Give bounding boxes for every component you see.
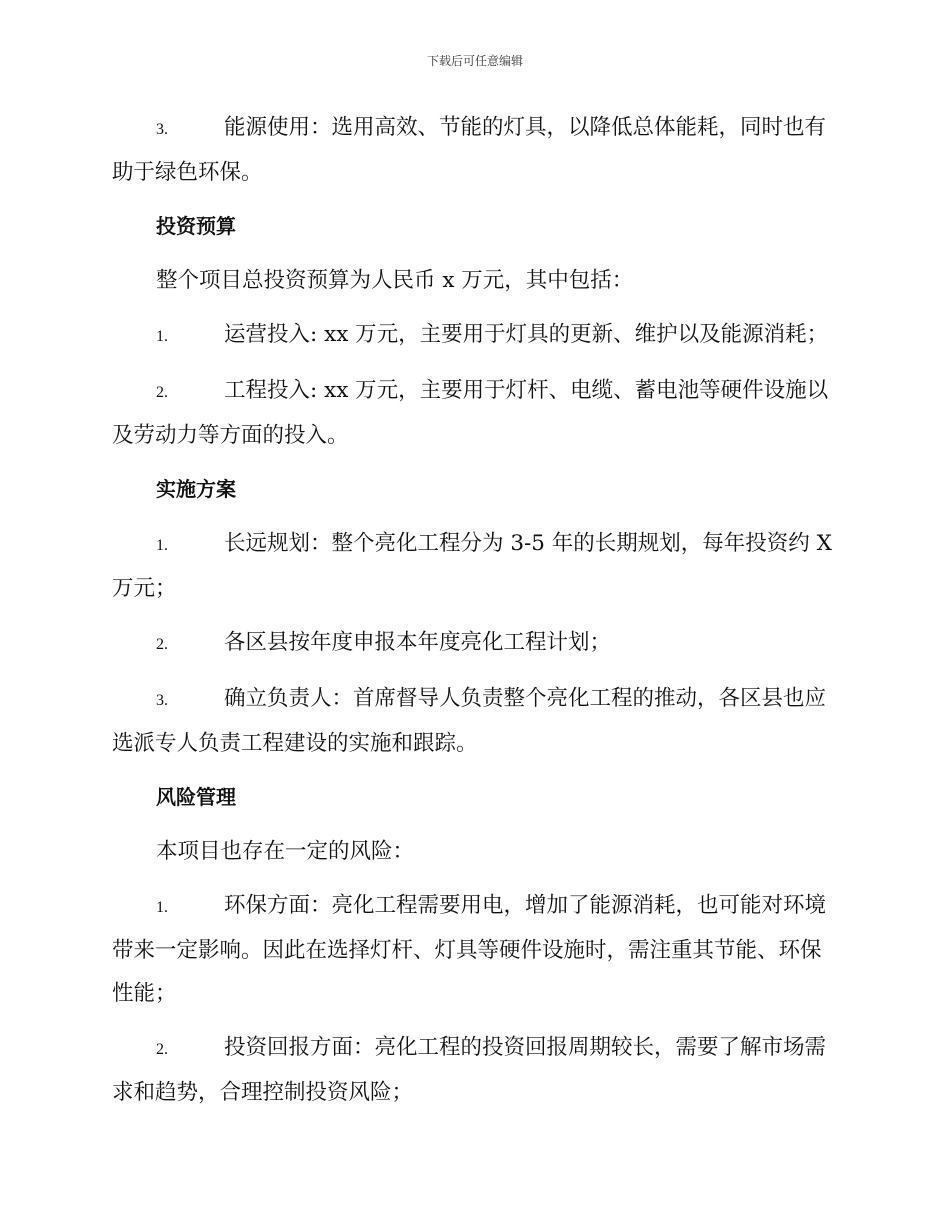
list-text: 工程投入: xx 万元，主要用于灯杆、电缆、蓄电池等硬件设施以及劳动力等方面的投入。 — [112, 378, 829, 448]
list-item — [112, 522, 834, 610]
list-text: 能源使用：选用高效、节能的灯具，以降低总体能耗，同时也有助于绿色环保。 — [112, 115, 827, 185]
list-number: 3. — [156, 121, 168, 138]
section-heading: 实施方案 — [156, 477, 236, 501]
list-number: 1. — [156, 899, 168, 916]
list-text: 环保方面：亮化工程需要用电，增加了能源消耗，也可能对环境带来一定影响。因此在选择灯杆、灯具等硬件设施时，需注重其节能、环保性能； — [112, 893, 827, 1006]
list-number: 1. — [156, 537, 168, 554]
page-header: 下载后可任意编辑 — [426, 54, 523, 68]
list-number: 2. — [156, 384, 168, 401]
list-item — [112, 884, 834, 1015]
list-number: 2. — [156, 1041, 168, 1058]
list-item — [112, 313, 834, 358]
paragraph: 整个项目总投资预算为人民币 x 万元，其中包括： — [156, 268, 634, 293]
list-text: 确立负责人：首席督导人负责整个亮化工程的推动，各区县也应选派专人负责工程建设的实施和跟踪。 — [112, 686, 827, 756]
list-item — [112, 1026, 834, 1114]
list-text: 各区县按年度申报本年度亮化工程计划； — [224, 630, 612, 655]
list-number: 2. — [156, 636, 168, 653]
list-text: 长远规划：整个亮化工程分为 3-5 年的长期规划，每年投资约 X 万元； — [112, 531, 832, 601]
list-item — [112, 106, 834, 194]
list-text: 投资回报方面：亮化工程的投资回报周期较长，需要了解市场需求和趋势，合理控制投资风险； — [112, 1035, 827, 1105]
list-item — [112, 369, 834, 457]
list-number: 3. — [156, 692, 168, 709]
list-text: 运营投入: xx 万元，主要用于灯具的更新、维护以及能源消耗； — [224, 322, 829, 347]
section-heading: 投资预算 — [156, 214, 236, 238]
list-number: 1. — [156, 328, 168, 345]
list-item — [112, 677, 834, 765]
section-heading: 风险管理 — [156, 785, 236, 809]
list-item — [112, 621, 834, 666]
paragraph: 本项目也存在一定的风险： — [156, 839, 415, 864]
document-body — [112, 106, 834, 1125]
